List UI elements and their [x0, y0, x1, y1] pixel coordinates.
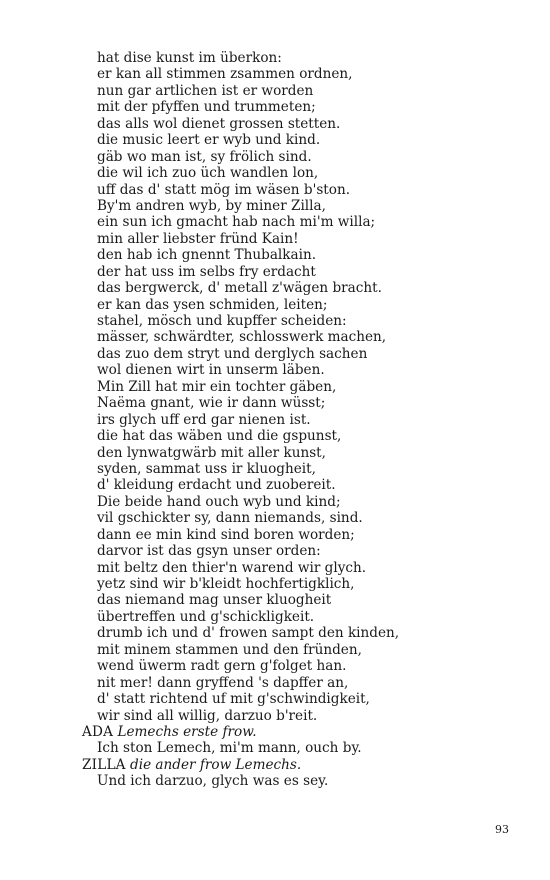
verse-lines: [82, 50, 522, 724]
stage-direction: Lemechs erste frow.: [117, 723, 257, 740]
verse-line: dann ee min kind sind boren worden;: [97, 526, 355, 543]
verse-line: das zuo dem stryt und derglych sachen: [97, 345, 368, 362]
verse-line: das bergwerck, d' metall z'wägen bracht.: [97, 280, 382, 297]
verse-line: übertreffen und g'schickligkeit.: [97, 608, 315, 625]
speaker-name: ZILLA: [82, 756, 126, 773]
speaker-heading-zilla: [82, 757, 522, 773]
verse-line: das alls wol dienet grossen stetten.: [97, 115, 341, 132]
speaker-name: ADA: [82, 723, 114, 740]
verse-line: Ich ston Lemech, mi'm mann, ouch by.: [97, 740, 362, 757]
verse-line: irs glych uff erd gar nienen ist.: [97, 411, 311, 428]
verse-line: wol dienen wirt in unserm läben.: [97, 362, 325, 379]
verse-line: die wil ich zuo üch wandlen lon,: [97, 165, 319, 182]
verse-line: Die beide hand ouch wyb und kind;: [97, 493, 341, 510]
verse-line: wend üwerm radt gern g'folget han.: [97, 658, 347, 675]
verse-line: nit mer! dann gryffend 's dapffer an,: [97, 674, 349, 691]
speaker-heading-ada: [82, 724, 522, 740]
verse-line: drumb ich und d' frowen sampt den kinden,: [97, 625, 400, 642]
verse-line: den hab ich gnennt Thubalkain.: [97, 247, 317, 264]
verse-line: mässer, schwärdter, schlosswerk machen,: [97, 329, 387, 346]
verse-line: er kan das ysen schmiden, leiten;: [97, 296, 328, 313]
verse-line: Und ich darzuo, glych was es sey.: [97, 773, 329, 790]
stage-direction: die ander frow Lemechs.: [130, 756, 302, 773]
verse-line: die hat das wäben und die gspunst,: [97, 428, 342, 445]
verse-line: den lynwatgwärb mit aller kunst,: [97, 444, 326, 461]
verse-line: ein sun ich gmacht hab nach mi'm willa;: [97, 214, 376, 231]
verse-line: der hat uss im selbs fry erdacht: [97, 263, 316, 280]
verse-line: wir sind all willig, darzuo b'reit.: [97, 707, 318, 724]
verse-line: Naëma gnant, wie ir dann wüsst;: [97, 395, 326, 412]
verse-line: vil gschickter sy, dann niemands, sind.: [97, 510, 363, 527]
verse-line: yetz sind wir b'kleidt hochfertigklich,: [97, 576, 355, 592]
verse-line: syden, sammat uss ir kluogheit,: [97, 460, 316, 477]
verse-line: d' statt richtend uf mit g'schwindigkeit,: [97, 691, 370, 708]
verse-line: mit beltz den thier'n warend wir glych.: [97, 559, 367, 576]
page-number: 93: [495, 823, 509, 836]
verse-line: das niemand mag unser kluogheit: [97, 592, 332, 609]
verse-line: uff das d' statt mög im wäsen b'ston.: [97, 181, 351, 198]
verse-line: gäb wo man ist, sy frölich sind.: [97, 148, 312, 165]
verse-text: [82, 50, 522, 790]
verse-line: er kan all stimmen zsammen ordnen,: [97, 66, 353, 83]
verse-line: darvor ist das gsyn unser orden:: [97, 543, 321, 560]
verse-line: min aller liebster fründ Kain!: [97, 230, 299, 247]
verse-line: hat dise kunst im überkon:: [97, 50, 282, 66]
verse-line: mit der pfyffen und trummeten;: [97, 99, 316, 116]
verse-line: die music leert er wyb und kind.: [97, 132, 321, 149]
verse-line: mit minem stammen und den fründen,: [97, 641, 362, 658]
verse-line: stahel, mösch und kupffer scheiden:: [97, 313, 347, 329]
verse-line: Min Zill hat mir ein tochter gäben,: [97, 378, 337, 395]
verse-line: d' kleidung erdacht und zuobereit.: [97, 477, 336, 494]
verse-line: By'm andren wyb, by miner Zilla,: [97, 197, 326, 214]
verse-line: nun gar artlichen ist er worden: [97, 82, 314, 99]
